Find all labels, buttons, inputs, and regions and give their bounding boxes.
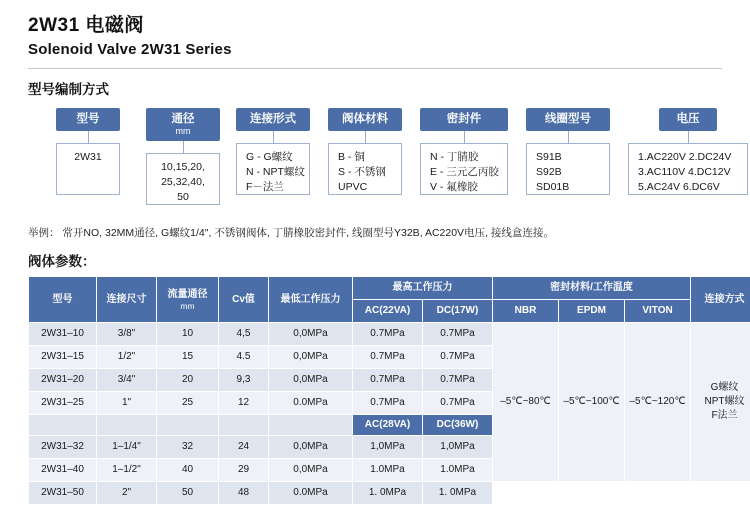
- th-connection-size: 连接尺寸: [97, 277, 157, 323]
- flow-head-model: [56, 108, 120, 131]
- th-flow-diameter-unit: mm: [157, 301, 218, 311]
- page-header: [28, 14, 722, 60]
- cell-max-ac: 0.7MPa: [353, 323, 423, 346]
- flow-head-label: 型号: [77, 113, 100, 125]
- cell-connection-size: 3/8": [97, 323, 157, 346]
- cell-max-dc: 1.0MPa: [423, 459, 493, 482]
- table-body: [29, 323, 750, 505]
- th-flow-diameter: [157, 277, 219, 323]
- cell-connection-size: 2": [97, 482, 157, 505]
- table-row: [29, 323, 750, 346]
- cell-epdm-temp: –5℃~100℃: [559, 323, 625, 482]
- flow-body-line: 1.AC220V 2.DC24V: [638, 150, 743, 165]
- flow-body-line: UPVC: [338, 180, 397, 195]
- flow-body-line: S91B: [536, 150, 605, 165]
- cell-cv: 24: [219, 436, 269, 459]
- flow-body-line: V - 氟橡胶: [430, 180, 503, 195]
- cell-max-ac: 0.7MPa: [353, 392, 423, 415]
- cell-model: 2W31–40: [29, 459, 97, 482]
- flow-column-seal: [420, 108, 508, 195]
- th-seal-temp-group: 密封材料/工作温度: [493, 277, 691, 300]
- cell-model: 2W31–15: [29, 346, 97, 369]
- cell-max-dc: 0.7MPa: [423, 323, 493, 346]
- coding-section-title: 型号编制方式: [28, 78, 722, 98]
- th-flow-diameter-label: 流量通径: [168, 289, 208, 300]
- flow-body-line: S - 不锈钢: [338, 165, 397, 180]
- subhead-blank: [219, 415, 269, 436]
- cell-max-dc: 0.7MPa: [423, 346, 493, 369]
- cell-flow-diameter: 40: [157, 459, 219, 482]
- subhead-max-ac: AC(28VA): [353, 415, 423, 436]
- flow-head-bore: [146, 108, 220, 141]
- table-header-row-1: [29, 277, 750, 300]
- subhead-blank: [269, 415, 353, 436]
- cell-min-pressure: 0.0MPa: [269, 482, 353, 505]
- flow-body-line: 5.AC24V 6.DC6V: [638, 180, 743, 195]
- flow-connector: [568, 131, 569, 143]
- th-max-dc: DC(17W): [423, 300, 493, 323]
- flow-connector: [183, 141, 184, 153]
- flow-head-seal: [420, 108, 508, 131]
- table-head: [29, 277, 750, 323]
- cell-flow-diameter: 50: [157, 482, 219, 505]
- coding-flow-diagram: [28, 108, 722, 220]
- cell-max-ac: 1. 0MPa: [353, 482, 423, 505]
- cell-connection-type: [691, 323, 750, 482]
- cell-max-ac: 1.0MPa: [353, 459, 423, 482]
- flow-body-body-material: [328, 143, 402, 195]
- cell-min-pressure: 0,0MPa: [269, 369, 353, 392]
- cell-flow-diameter: 15: [157, 346, 219, 369]
- flow-connector: [365, 131, 366, 143]
- cell-viton-temp: –5℃~120℃: [625, 323, 691, 482]
- flow-head-label: 连接形式: [250, 113, 296, 125]
- flow-body-coil: [526, 143, 610, 195]
- flow-connector: [273, 131, 274, 143]
- flow-body-line: N - 丁腈胶: [430, 150, 503, 165]
- cell-nbr-temp: –5℃~80℃: [493, 323, 559, 482]
- conn-type-line: F法兰: [691, 409, 750, 423]
- page-title-cn: 2W31 电磁阀: [28, 14, 722, 38]
- flow-head-connection: [236, 108, 310, 131]
- flow-body-seal: [420, 143, 508, 195]
- th-model: 型号: [29, 277, 97, 323]
- cell-model: 2W31–20: [29, 369, 97, 392]
- subhead-blank: [97, 415, 157, 436]
- cell-min-pressure: 0,0MPa: [269, 436, 353, 459]
- header-divider: [28, 68, 722, 69]
- flow-column-connection: [236, 108, 310, 195]
- th-connection-type: 连接方式: [691, 277, 750, 323]
- cell-min-pressure: 0.0MPa: [269, 392, 353, 415]
- flow-body-line: 2W31: [61, 150, 115, 165]
- flow-connector: [464, 131, 465, 143]
- flow-column-model: [56, 108, 120, 195]
- subhead-blank: [157, 415, 219, 436]
- subhead-blank: [29, 415, 97, 436]
- flow-head-label: 电压: [677, 113, 700, 125]
- flow-head-coil: [526, 108, 610, 131]
- cell-flow-diameter: 32: [157, 436, 219, 459]
- cell-cv: 4.5: [219, 346, 269, 369]
- flow-column-bore: [146, 108, 220, 205]
- cell-cv: 9,3: [219, 369, 269, 392]
- flow-body-line: B - 铜: [338, 150, 397, 165]
- flow-body-line: N - NPT螺纹: [246, 165, 305, 180]
- cell-cv: 12: [219, 392, 269, 415]
- flow-connector: [88, 131, 89, 143]
- flow-connector: [688, 131, 689, 143]
- cell-connection-size: 3/4": [97, 369, 157, 392]
- th-min-pressure: 最低工作压力: [269, 277, 353, 323]
- flow-head-label: 阀体材料: [342, 113, 388, 125]
- cell-min-pressure: 0,0MPa: [269, 346, 353, 369]
- cell-connection-size: 1–1/4": [97, 436, 157, 459]
- flow-body-voltage: [628, 143, 748, 195]
- cell-max-dc: 1. 0MPa: [423, 482, 493, 505]
- cell-max-dc: 0.7MPa: [423, 369, 493, 392]
- flow-body-model: [56, 143, 120, 195]
- cell-max-ac: 1,0MPa: [353, 436, 423, 459]
- conn-type-line: NPT螺纹: [691, 395, 750, 409]
- flow-body-connection: [236, 143, 310, 195]
- flow-column-body-material: [328, 108, 402, 195]
- cell-cv: 48: [219, 482, 269, 505]
- cell-max-ac: 0.7MPa: [353, 369, 423, 392]
- cell-cv: 29: [219, 459, 269, 482]
- flow-head-body-material: [328, 108, 402, 131]
- cell-connection-size: 1/2": [97, 346, 157, 369]
- coding-example-note: 举例： 常开NO, 32MM通径, G螺纹1/4", 不锈钢阀体, 丁腈橡胶密封件, 线圈型号Y32B, AC220V电压, 接线盒连接。: [28, 226, 722, 241]
- cell-min-pressure: 0,0MPa: [269, 323, 353, 346]
- subhead-max-dc: DC(36W): [423, 415, 493, 436]
- cell-flow-diameter: 20: [157, 369, 219, 392]
- flow-body-line: S92B: [536, 165, 605, 180]
- flow-column-coil: [526, 108, 610, 195]
- table-row: [29, 482, 750, 505]
- flow-body-line: F－法兰: [246, 180, 305, 195]
- cell-max-dc: 0.7MPa: [423, 392, 493, 415]
- cell-connection-size: 1": [97, 392, 157, 415]
- th-viton: VITON: [625, 300, 691, 323]
- flow-head-label: 密封件: [447, 113, 482, 125]
- th-cv: Cv值: [219, 277, 269, 323]
- cell-model: 2W31–25: [29, 392, 97, 415]
- flow-head-unit: mm: [146, 126, 220, 136]
- cell-model: 2W31–32: [29, 436, 97, 459]
- cell-min-pressure: 0,0MPa: [269, 459, 353, 482]
- th-epdm: EPDM: [559, 300, 625, 323]
- flow-body-line: 25,32,40,: [151, 175, 215, 190]
- th-max-ac: AC(22VA): [353, 300, 423, 323]
- page-title-en: Solenoid Valve 2W31 Series: [28, 40, 722, 60]
- flow-head-label: 通径: [172, 113, 195, 125]
- cell-flow-diameter: 10: [157, 323, 219, 346]
- conn-type-line: G螺纹: [691, 381, 750, 395]
- flow-body-line: 10,15,20,: [151, 160, 215, 175]
- flow-body-line: SD01B: [536, 180, 605, 195]
- flow-column-voltage: [628, 108, 748, 195]
- flow-head-voltage: [659, 108, 717, 131]
- cell-max-ac: 0.7MPa: [353, 346, 423, 369]
- cell-max-dc: 1,0MPa: [423, 436, 493, 459]
- th-nbr: NBR: [493, 300, 559, 323]
- flow-body-line: 50: [151, 190, 215, 205]
- cell-model: 2W31–10: [29, 323, 97, 346]
- cell-cv: 4,5: [219, 323, 269, 346]
- params-section-title: 阀体参数：: [28, 250, 722, 270]
- th-max-pressure: 最高工作压力: [353, 277, 493, 300]
- flow-body-bore: [146, 153, 220, 205]
- flow-head-label: 线圈型号: [545, 113, 591, 125]
- flow-body-line: E - 三元乙丙胶: [430, 165, 503, 180]
- flow-body-line: 3.AC110V 4.DC12V: [638, 165, 743, 180]
- valve-parameters-table: [28, 276, 750, 505]
- cell-flow-diameter: 25: [157, 392, 219, 415]
- flow-body-line: G - G螺纹: [246, 150, 305, 165]
- cell-connection-size: 1–1/2": [97, 459, 157, 482]
- cell-model: 2W31–50: [29, 482, 97, 505]
